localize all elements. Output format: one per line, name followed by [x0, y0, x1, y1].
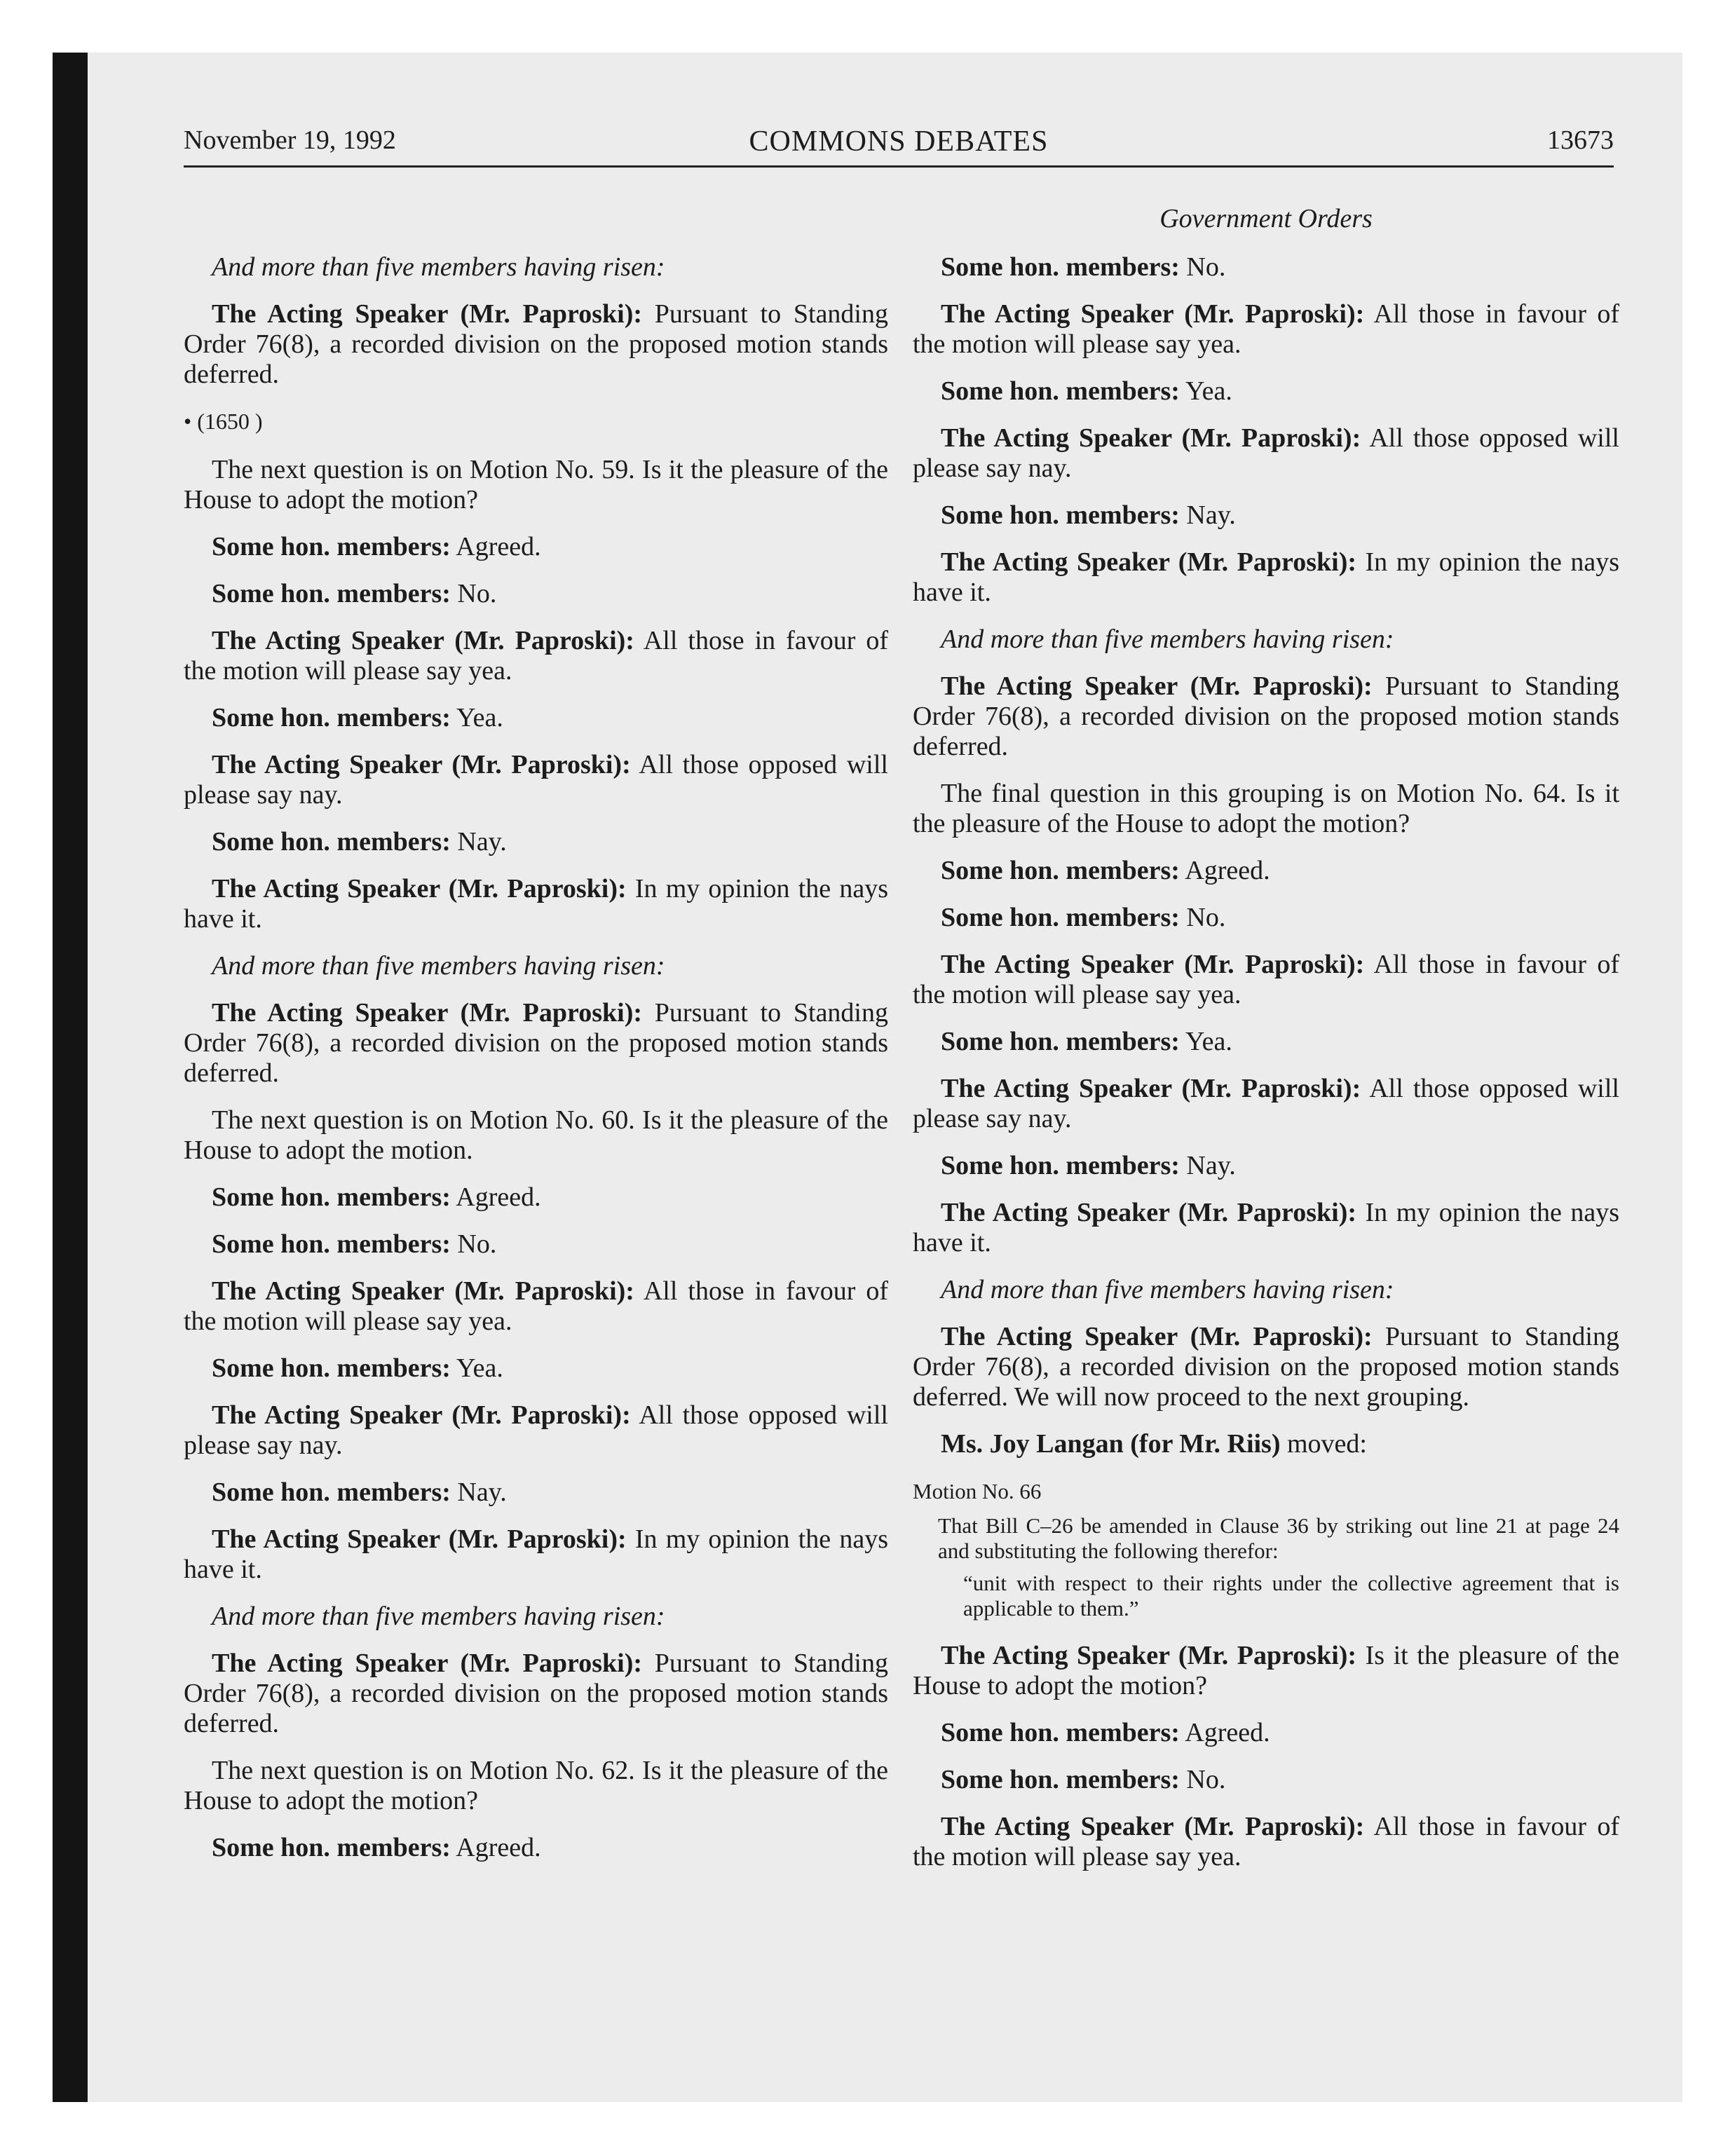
speaker-name: The Acting Speaker (Mr. Paproski): [941, 547, 1356, 577]
section-heading: Government Orders [1159, 204, 1373, 233]
speaker-name: Some hon. members: [212, 532, 451, 561]
speech-text: Agreed. [450, 532, 541, 561]
page-header [184, 125, 1614, 167]
paragraph [184, 703, 888, 733]
speech-text: All those opposed will please say nay. [913, 423, 1619, 483]
speaker-name: The Acting Speaker (Mr. Paproski): [212, 750, 631, 779]
paragraph [184, 1400, 888, 1461]
speech-text: Is it the pleasure of the House to adopt the motion? [913, 1641, 1619, 1700]
speech-text: All those in favour of the motion will please say yea. [184, 626, 888, 685]
speaker-name: The Acting Speaker (Mr. Paproski): [941, 950, 1365, 979]
paragraph [184, 750, 888, 810]
paragraph [913, 299, 1619, 360]
speaker-name: The Acting Speaker (Mr. Paproski): [212, 1276, 634, 1306]
paragraph: The next question is on Motion No. 59. Is it the pleasure of the House to adopt the motion? [184, 455, 888, 514]
speaker-name: Some hon. members: [212, 1478, 451, 1507]
motion-quote: “unit with respect to their rights under the collective agreement that is applicable to them.” [963, 1571, 1619, 1621]
paragraph [184, 998, 888, 1089]
speaker-name: Some hon. members: [941, 856, 1180, 885]
paragraph [913, 950, 1619, 1010]
speech-text: Pursuant to Standing Order 76(8), a recorded division on the proposed motion stands deferred. [184, 299, 888, 389]
paragraph [913, 671, 1619, 762]
speech-text: All those in favour of the motion will please say yea. [913, 299, 1619, 359]
speech-text: Pursuant to Standing Order 76(8), a recorded division on the proposed motion stands deferred. [913, 671, 1619, 761]
speaker-name: The Acting Speaker (Mr. Paproski): [941, 1812, 1365, 1841]
speech-text: All those opposed will please say nay. [184, 1400, 888, 1460]
motion-text: That Bill C–26 be amended in Clause 36 by striking out line 21 at page 24 and substituting the following therefor: [938, 1513, 1619, 1563]
speech-text: Nay. [450, 827, 507, 857]
paragraph [913, 1812, 1619, 1872]
paragraph [184, 1276, 888, 1337]
paragraph [913, 1151, 1619, 1181]
speech-text: Agreed. [1179, 1718, 1270, 1747]
speaker-name: Some hon. members: [941, 1765, 1180, 1794]
speech-text: Agreed. [1179, 856, 1270, 885]
speech-text: Yea. [450, 703, 503, 732]
speaker-name: Some hon. members: [212, 1182, 451, 1212]
paragraph [913, 1198, 1619, 1258]
speech-text: Nay. [1179, 1151, 1236, 1180]
paragraph [913, 856, 1619, 886]
speech-text: No. [1179, 903, 1226, 932]
speech-text: Pursuant to Standing Order 76(8), a recorded division on the proposed motion stands deferred. [184, 998, 888, 1088]
speech-text: All those opposed will please say nay. [913, 1074, 1619, 1133]
paragraph [184, 579, 888, 609]
paragraph: And more than five members having risen: [941, 625, 1394, 654]
speech-text: All those in favour of the motion will please say yea. [184, 1276, 888, 1336]
paragraph [184, 1649, 888, 1739]
speaker-name: The Acting Speaker (Mr. Paproski): [941, 1198, 1356, 1227]
speech-text: No. [1179, 1765, 1226, 1794]
speaker-name: Some hon. members: [212, 1833, 451, 1862]
speech-text: Pursuant to Standing Order 76(8), a recorded division on the proposed motion stands deferred. We will now proceed to the next grouping. [913, 1322, 1619, 1412]
paragraph [184, 1353, 888, 1384]
paragraph [913, 1429, 1619, 1459]
speech-text: In my opinion the nays have it. [184, 1524, 888, 1584]
paragraph: And more than five members having risen: [212, 951, 665, 981]
paragraph [913, 903, 1619, 933]
speech-text: Nay. [450, 1478, 507, 1507]
speaker-name: The Acting Speaker (Mr. Paproski): [941, 1322, 1373, 1351]
speech-text: moved: [1280, 1429, 1367, 1459]
speaker-name: The Acting Speaker (Mr. Paproski): [212, 998, 643, 1028]
paragraph [913, 252, 1619, 282]
speaker-name: The Acting Speaker (Mr. Paproski): [212, 874, 627, 903]
speaker-name: Ms. Joy Langan (for Mr. Riis) [941, 1429, 1281, 1459]
speaker-name: Some hon. members: [212, 827, 451, 857]
paragraph [913, 1641, 1619, 1701]
header-rule [184, 165, 1614, 168]
speech-text: All those opposed will please say nay. [184, 750, 888, 810]
paragraph [913, 1074, 1619, 1134]
motion-number: Motion No. 66 [913, 1479, 1042, 1503]
paragraph [184, 532, 888, 562]
speaker-name: Some hon. members: [941, 1151, 1180, 1180]
speaker-name: Some hon. members: [941, 903, 1180, 932]
paragraph [913, 547, 1619, 608]
paragraph [913, 1765, 1619, 1795]
paragraph: The final question in this grouping is on Motion No. 64. Is it the pleasure of the House to adopt the motion? [913, 779, 1619, 838]
speech-text: All those in favour of the motion will please say yea. [913, 1812, 1619, 1871]
speaker-name: Some hon. members: [941, 376, 1180, 406]
paragraph [184, 1833, 888, 1863]
paragraph: And more than five members having risen: [212, 1602, 665, 1631]
left-column [184, 252, 888, 1880]
header-date: November 19, 1992 [184, 125, 396, 155]
paragraph [184, 626, 888, 686]
speech-text: Yea. [1179, 1027, 1232, 1056]
paragraph: And more than five members having risen: [941, 1275, 1394, 1304]
paragraph: The next question is on Motion No. 62. Is it the pleasure of the House to adopt the motion? [184, 1756, 888, 1815]
paragraph [913, 1322, 1619, 1412]
speaker-name: Some hon. members: [941, 1027, 1180, 1056]
speech-text: In my opinion the nays have it. [184, 874, 888, 934]
speaker-name: The Acting Speaker (Mr. Paproski): [212, 626, 634, 655]
speech-text: Pursuant to Standing Order 76(8), a recorded division on the proposed motion stands deferred. [184, 1649, 888, 1738]
paragraph [913, 1027, 1619, 1057]
time-marker: • (1650 ) [184, 409, 263, 434]
speaker-name: Some hon. members: [212, 579, 451, 608]
paragraph: The next question is on Motion No. 60. Is it the pleasure of the House to adopt the motion. [184, 1105, 888, 1165]
speaker-name: Some hon. members: [212, 1353, 451, 1383]
paragraph [184, 1478, 888, 1508]
paragraph [184, 299, 888, 390]
header-title: COMMONS DEBATES [749, 125, 1049, 158]
paragraph [913, 1718, 1619, 1748]
speaker-name: Some hon. members: [212, 1229, 451, 1259]
speaker-name: The Acting Speaker (Mr. Paproski): [212, 1400, 631, 1430]
speaker-name: The Acting Speaker (Mr. Paproski): [941, 423, 1361, 453]
speaker-name: The Acting Speaker (Mr. Paproski): [212, 299, 643, 329]
paragraph [184, 1524, 888, 1585]
scan-border-edge [53, 53, 88, 2102]
speaker-name: Some hon. members: [212, 703, 451, 732]
speech-text: No. [1179, 252, 1226, 282]
speaker-name: Some hon. members: [941, 252, 1180, 282]
speaker-name: The Acting Speaker (Mr. Paproski): [941, 1074, 1361, 1103]
speech-text: In my opinion the nays have it. [913, 1198, 1619, 1257]
speaker-name: The Acting Speaker (Mr. Paproski): [941, 1641, 1357, 1670]
speaker-name: The Acting Speaker (Mr. Paproski): [941, 671, 1373, 701]
speech-text: In my opinion the nays have it. [913, 547, 1619, 607]
speech-text: All those in favour of the motion will please say yea. [913, 950, 1619, 1009]
speech-text: No. [450, 1229, 497, 1259]
paragraph [913, 500, 1619, 531]
paragraph [913, 423, 1619, 484]
paragraph [184, 1182, 888, 1213]
speech-text: Yea. [450, 1353, 503, 1383]
speaker-name: The Acting Speaker (Mr. Paproski): [941, 299, 1365, 329]
paragraph [184, 1229, 888, 1260]
speech-text: Agreed. [450, 1833, 541, 1862]
header-page-number: 13673 [1547, 125, 1614, 155]
speaker-name: Some hon. members: [941, 500, 1180, 530]
paragraph [184, 827, 888, 857]
speech-text: Nay. [1179, 500, 1236, 530]
paragraph [184, 874, 888, 934]
speech-text: Agreed. [450, 1182, 541, 1212]
right-column [913, 252, 1619, 1889]
speaker-name: The Acting Speaker (Mr. Paproski): [212, 1524, 627, 1554]
speech-text: No. [450, 579, 497, 608]
paragraph: And more than five members having risen: [212, 252, 665, 282]
paragraph [913, 376, 1619, 407]
speech-text: Yea. [1179, 376, 1232, 406]
speaker-name: The Acting Speaker (Mr. Paproski): [212, 1649, 643, 1678]
speaker-name: Some hon. members: [941, 1718, 1180, 1747]
